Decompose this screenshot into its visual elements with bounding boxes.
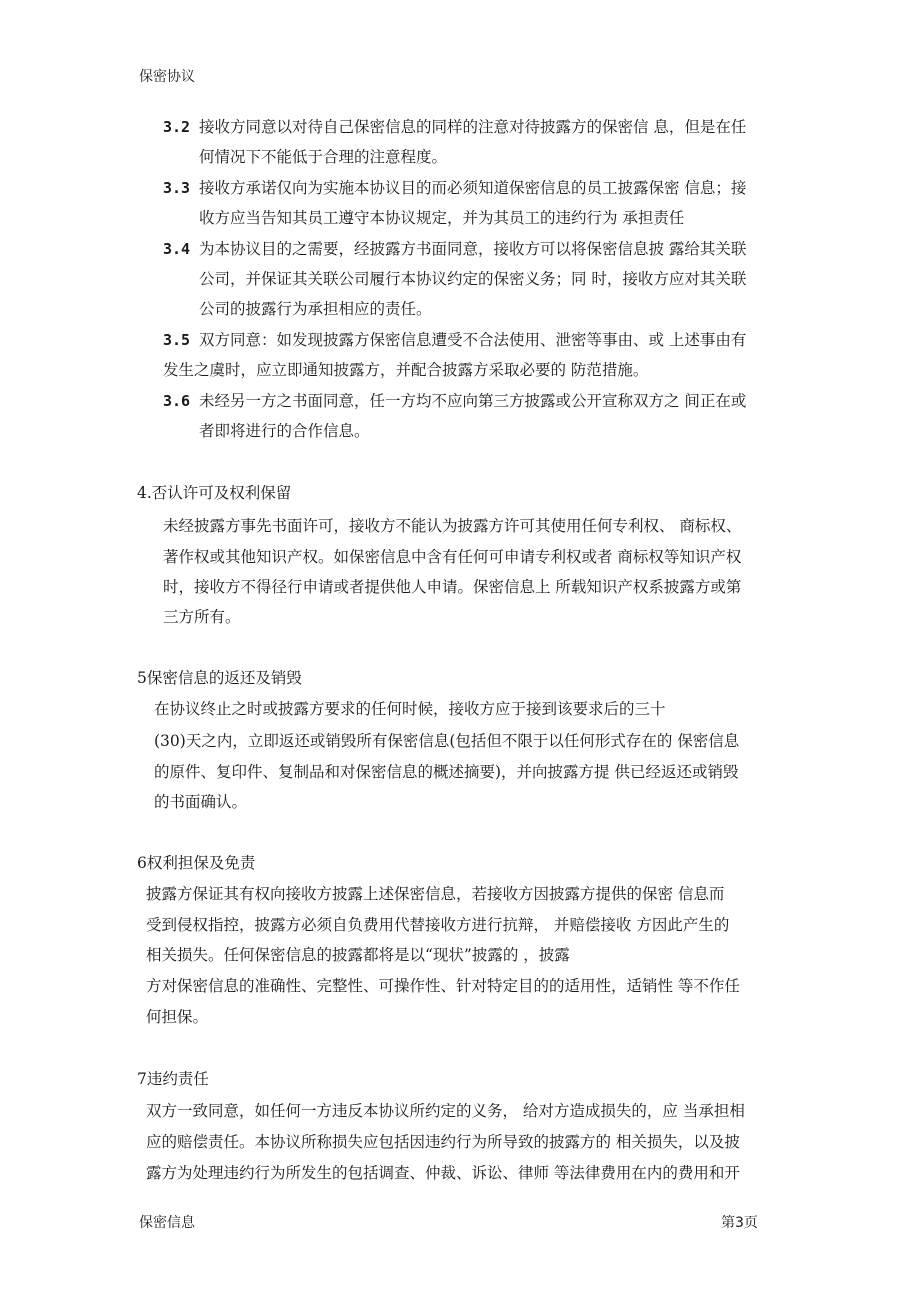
clause-number: 3.4: [163, 240, 191, 258]
section-7-heading: 7违约责任: [137, 1070, 209, 1088]
section-7-line-2: 应的赔偿责任。本协议所称损失应包括因违约行为所导致的披露方的 相关损失，以及披: [146, 1133, 740, 1151]
section-5-heading: 5保密信息的返还及销毁: [137, 669, 302, 687]
section-7-line-1: 双方一致同意，如任何一方违反本协议所约定的义务， 给对方造成损失的，应 当承担相: [146, 1102, 745, 1120]
clause-3-4-line-3: 公司的披露行为承担相应的责任。: [199, 300, 432, 318]
clause-3-4-line-2: 公司，并保证其关联公司履行本协议约定的保密义务；同 时，接收方应对其关联: [199, 270, 747, 288]
section-6-line-5: 何担保。: [146, 1008, 209, 1026]
section-4-line-4: 三方所有。: [163, 608, 241, 626]
section-4-line-2: 著作权或其他知识产权。如保密信息中含有任何可申请专利权或者 商标权等知识产权: [163, 548, 742, 566]
section-6-line-3: 相关损失。任何保密信息的披露都将是以“现状”披露的 ，披露: [146, 946, 570, 964]
section-5-line-3: 的原件、复印件、复制品和对保密信息的概述摘要)，并向披露方提 供已经返还或销毁: [154, 763, 739, 781]
clause-text: 为本协议目的之需要，经披露方书面同意，接收方可以将保密信息披 露给其关联: [199, 240, 747, 258]
section-6-line-4: 方对保密信息的准确性、完整性、可操作性、针对特定目的的适用性，适销性 等不作任: [146, 977, 740, 995]
section-6-heading: 6权利担保及免责: [137, 854, 256, 872]
clause-text: 接收方同意以对待自己保密信息的同样的注意对待披露方的保密信 息，但是在任: [199, 118, 747, 136]
page-footer-label: 保密信息: [139, 1215, 195, 1231]
clause-3-5-line-2: 发生之虞时，应立即通知披露方，并配合披露方采取必要的 防范措施。: [163, 361, 649, 379]
section-7-line-3: 露方为处理违约行为所发生的包括调查、仲裁、诉讼、律师 等法律费用在内的费用和开: [146, 1164, 740, 1182]
clause-3-2-line-1: [163, 117, 746, 137]
section-6-line-2: 受到侵权指控，披露方必须自负费用代替接收方进行抗辩， 并赔偿接收 方因此产生的: [146, 916, 730, 934]
section-4-heading: 4.否认许可及权利保留: [137, 484, 292, 502]
page-number: 第3页: [721, 1215, 758, 1231]
section-4-line-3: 时，接收方不得径行申请或者提供他人申请。保密信息上 所载知识产权系披露方或第: [163, 578, 742, 596]
clause-3-3-line-2: 收方应当告知其员工遵守本协议规定，并为其员工的违约行为 承担责任: [199, 209, 685, 227]
clause-text: 双方同意：如发现披露方保密信息遭受不合法使用、泄密等事由、或 上述事由有: [199, 331, 747, 349]
section-6-line-1: 披露方保证其有权向接收方披露上述保密信息，若接收方因披露方提供的保密 信息而: [146, 885, 725, 903]
clause-3-4-line-1: [163, 239, 746, 259]
clause-3-2-line-2: 何情况下不能低于合理的注意程度。: [199, 148, 448, 166]
clause-number: 3.5: [163, 331, 191, 349]
clause-number: 3.3: [163, 179, 191, 197]
section-5-line-4: 的书面确认。: [154, 793, 248, 811]
clause-number: 3.2: [163, 118, 191, 136]
clause-3-6-line-1: [163, 391, 746, 411]
clause-text: 接收方承诺仅向为实施本协议目的而必须知道保密信息的员工披露保密 信息；接: [199, 179, 747, 197]
page-header: 保密协议: [139, 69, 195, 85]
clause-number: 3.6: [163, 392, 191, 410]
section-5-line-1: 在协议终止之时或披露方要求的任何时候，接收方应于接到该要求后的三十: [154, 700, 666, 718]
clause-3-6-line-2: 者即将进行的合作信息。: [199, 422, 370, 440]
clause-3-5-line-1: [163, 330, 746, 350]
clause-text: 未经另一方之书面同意，任一方均不应向第三方披露或公开宣称双方之 间正在或: [199, 392, 747, 410]
section-4-line-1: 未经披露方事先书面许可，接收方不能认为披露方许可其使用任何专利权、 商标权、: [163, 517, 742, 535]
clause-3-3-line-1: [163, 178, 746, 198]
section-5-line-2: (30)天之内，立即返还或销毁所有保密信息(包括但不限于以任何形式存在的 保密信息: [154, 732, 740, 750]
